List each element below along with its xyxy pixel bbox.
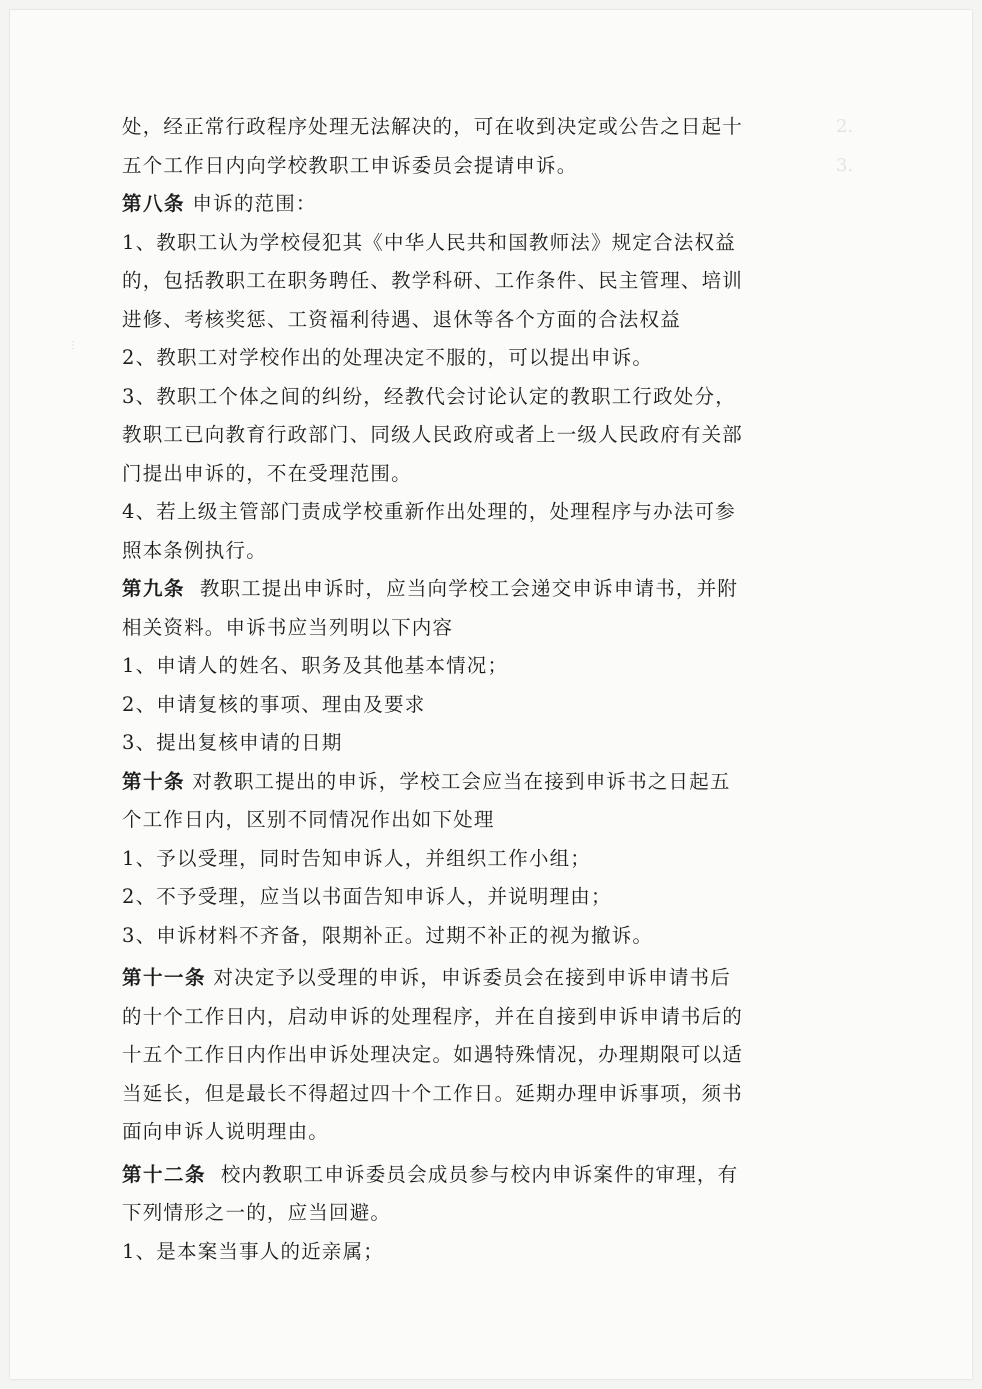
- text-line: 照本条例执行。: [122, 538, 267, 562]
- text-line: 个工作日内，区别不同情况作出如下处理: [122, 808, 495, 831]
- text-line: 2、教职工对学校作出的处理决定不服的，可以提出申诉。: [122, 346, 654, 369]
- article-text: 校内教职工申诉委员会成员参与校内申诉案件的审理，有: [220, 1162, 739, 1186]
- text-line: 面向申诉人说明理由。: [122, 1120, 330, 1143]
- text-line: [122, 1156, 822, 1195]
- text-line: 2、不予受理，应当以书面告知申诉人，并说明理由；: [122, 885, 612, 908]
- text-line: 3、提出复核申请的日期: [122, 731, 343, 754]
- article-text: 对决定予以受理的申诉，申诉委员会在接到申诉申请书后: [213, 966, 731, 989]
- text-line: 2、申请复核的事项、理由及要求: [122, 692, 426, 716]
- article-heading: 第八条: [122, 192, 186, 215]
- text-line: 的，包括教职工在职务聘任、教学科研、工作条件、民主管理、培训: [122, 269, 744, 292]
- body-text: [122, 108, 822, 1271]
- article-heading: 第十条: [122, 769, 186, 793]
- text-line: [122, 763, 822, 802]
- text-line: 的十个工作日内，启动申诉的处理程序，并在自接到申诉申请书后的: [122, 1004, 744, 1028]
- article-text: 对教职工提出的申诉，学校工会应当在接到申诉书之日起五: [192, 769, 731, 793]
- text-line: 下列情形之一的，应当回避。: [122, 1201, 392, 1224]
- text-line: 十五个工作日内作出申诉处理决定。如遇特殊情况，办理期限可以适: [122, 1043, 744, 1066]
- article-heading: 第九条: [122, 577, 186, 600]
- text-line: 4、若上级主管部门责成学校重新作出处理的，处理程序与办法可参: [122, 500, 736, 523]
- text-line: 1、是本案当事人的近亲属；: [122, 1239, 385, 1263]
- text-line: 当延长，但是最长不得超过四十个工作日。延期办理申诉事项，须书: [122, 1081, 744, 1105]
- text-line: 3、教职工个体之间的纠纷，经教代会讨论认定的教职工行政处分，: [122, 384, 736, 408]
- article-heading: 第十一条: [122, 966, 207, 989]
- text-line: 3、申诉材料不齐备，限期补正。过期不补正的视为撤诉。: [122, 923, 654, 947]
- text-line: [122, 570, 822, 609]
- bleed-through-text: 2. 3.: [836, 116, 854, 176]
- article-text: 申诉的范围：: [192, 192, 317, 215]
- document-page: [10, 10, 972, 1379]
- text-line: 五个工作日内向学校教职工申诉委员会提请申诉。: [122, 153, 578, 177]
- text-line: 1、教职工认为学校侵犯其《中华人民共和国教师法》规定合法权益: [122, 230, 736, 254]
- text-line: 处，经正常行政程序处理无法解决的，可在收到决定或公告之日起十: [122, 115, 744, 138]
- article-text: 教职工提出申诉时，应当向学校工会递交申诉申请书，并附: [199, 577, 739, 600]
- article-heading: 第十二条: [122, 1162, 207, 1186]
- text-line: 1、予以受理，同时告知申诉人，并组织工作小组；: [122, 846, 592, 870]
- text-line: 门提出申诉的，不在受理范围。: [122, 461, 412, 485]
- scan-mark: ⋮: [68, 340, 78, 351]
- text-line: 1、申请人的姓名、职务及其他基本情况；: [122, 654, 509, 677]
- text-line: 相关资料。申诉书应当列明以下内容: [122, 615, 454, 639]
- text-line: 进修、考核奖惩、工资福利待遇、退休等各个方面的合法权益: [122, 307, 681, 331]
- text-line: 教职工已向教育行政部门、同级人民政府或者上一级人民政府有关部: [122, 423, 744, 446]
- text-line: [122, 185, 822, 224]
- text-line: [122, 959, 822, 998]
